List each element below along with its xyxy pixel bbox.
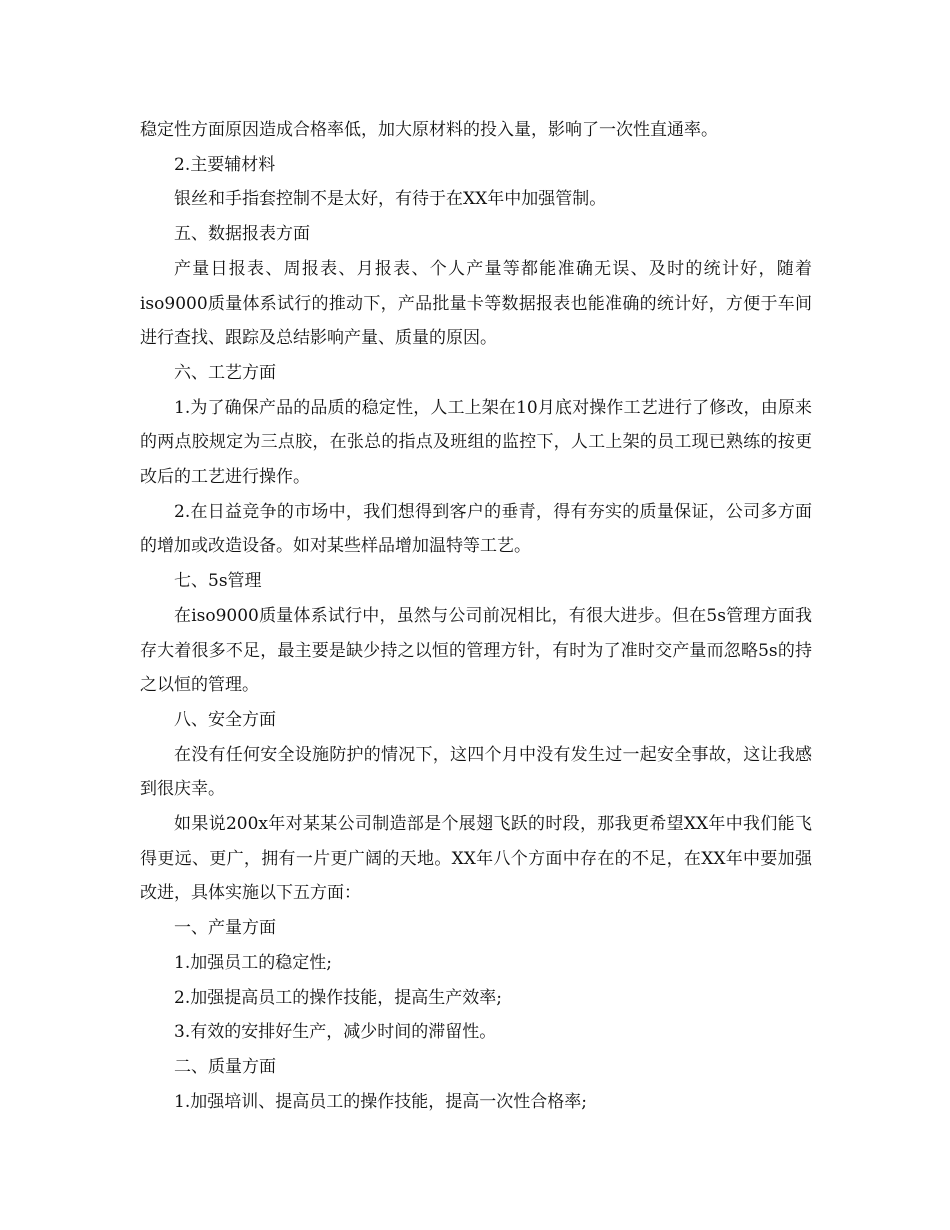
document-body: [140, 113, 812, 1119]
paragraph: 如果说200x年对某某公司制造部是个展翅飞跃的时段，那我更希望XX年中我们能飞得更远、更广，拥有一片更广阔的天地。XX年八个方面中存在的不足，在XX年中要加强改进，具体实施以下五方面：: [140, 814, 812, 904]
paragraph: 银丝和手指套控制不是太好，有待于在XX年中加强管制。: [174, 189, 607, 210]
heading-5s-management: 七、5s管理: [174, 571, 262, 592]
heading-output: 一、产量方面: [174, 918, 276, 939]
paragraph-continuation: 稳定性方面原因造成合格率低，加大原材料的投入量，影响了一次性直通率。: [140, 120, 718, 140]
list-item: 3.有效的安排好生产，减少时间的滞留性。: [174, 1022, 497, 1043]
list-item: 1.加强员工的稳定性;: [174, 952, 332, 973]
heading-data-reports: 五、数据报表方面: [174, 224, 310, 245]
paragraph: 2.在日益竞争的市场中，我们想得到客户的垂青，得有夯实的质量保证，公司多方面的增加或改造设备。如对某些样品增加温特等工艺。: [140, 501, 812, 557]
paragraph: 在没有任何安全设施防护的情况下，这四个月中没有发生过一起安全事故，这让我感到很庆幸。: [140, 744, 812, 800]
heading-process: 六、工艺方面: [174, 362, 276, 383]
paragraph: 1.为了确保产品的品质的稳定性，人工上架在10月底对操作工艺进行了修改，由原来的两点胶规定为三点胶，在张总的指点及班组的监控下，人工上架的员工现已熟练的按更改后的工艺进行操作。: [140, 397, 812, 488]
heading-safety: 八、安全方面: [174, 709, 276, 730]
heading-quality: 二、质量方面: [174, 1056, 276, 1077]
paragraph: 在iso9000质量体系试行中，虽然与公司前况相比，有很大进步。但在5s管理方面我存大着很多不足，最主要是缺少持之以恒的管理方针，有时为了准时交产量而忽略5s的持之以恒的管理。: [140, 605, 812, 696]
list-item: 1.加强培训、提高员工的操作技能，提高一次性合格率;: [174, 1091, 587, 1112]
list-item: 2.加强提高员工的操作技能，提高生产效率;: [174, 987, 502, 1008]
paragraph: 产量日报表、周报表、月报表、个人产量等都能准确无误、及时的统计好，随着iso9000质量体系试行的推动下，产品批量卡等数据报表也能准确的统计好，方便于车间进行查找、跟踪及总结影响产量、质量的原因。: [140, 258, 812, 349]
heading-auxiliary-materials: 2.主要辅材料: [174, 154, 276, 175]
